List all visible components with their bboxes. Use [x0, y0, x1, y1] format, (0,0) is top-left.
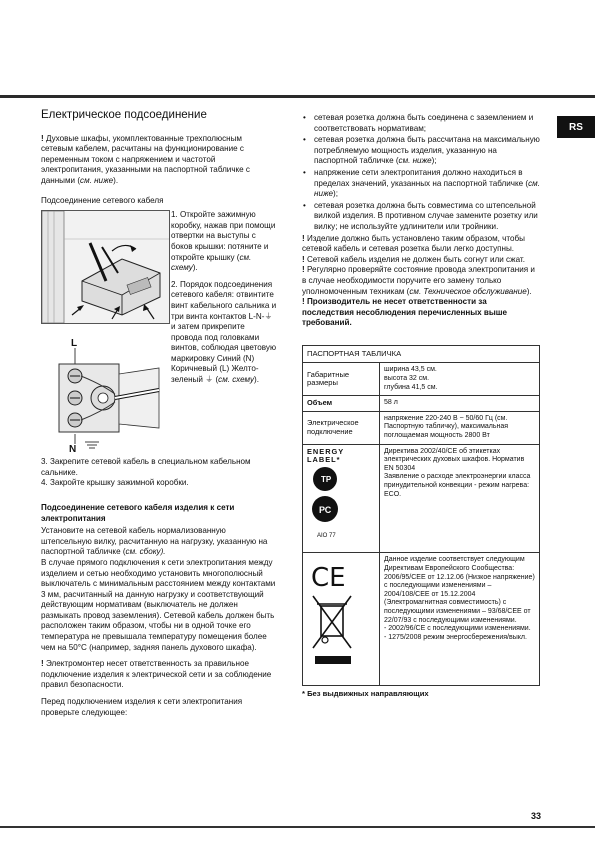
step-1: 1. Откройте зажимную коробку, нажав при помощи отвертки на выступы с боков крышки: потяните и откройте крышку (см. схему).: [171, 210, 276, 273]
step-4: 4. Закройте крышку зажимной коробки.: [41, 478, 189, 488]
section-title: Електрическое подсоединение: [41, 109, 207, 121]
step-3: 3. Закрепите сетевой кабель в специальном кабельном сальнике.: [41, 457, 251, 477]
label-L: L: [71, 338, 78, 350]
energy-cell: [303, 444, 380, 553]
language-tab: RS: [557, 116, 595, 138]
volume-value: 58 л: [380, 396, 540, 412]
cable-steps: [171, 210, 277, 386]
warning-access: ! Изделие должно быть установлено таким образом, чтобы сетевой кабель и сетевая розетка были легко доступны.: [302, 233, 525, 254]
plate-header: ПАСПОРТНАЯ ТАБЛИЧКА: [303, 345, 540, 363]
wiring-diagram: [41, 334, 168, 456]
list-item: • напряжение сети электропитания должно находиться в пределах значений, указанных на паспортной табличке (см. ниже);: [302, 168, 540, 200]
right-column: [302, 113, 540, 700]
step-2: 2. Порядок подсоединения сетевого кабеля: отвинтите винт кабельного сальника и три винта контактов L-N-⏚ и затем прикрепите провода под головками винтов, соблюдая цветовую маркировку Синий (N) Коричневый (L) Желто-зеленый ⏚ (см. схему).: [171, 279, 277, 385]
warning-liability: ! Производитель не несет ответственности за последствия несоблюдения перечисленных выше требований.: [302, 297, 508, 328]
warning-check: ! Регулярно проверяйте состояние провода электропитания и в случае необходимости поручите его замену только уполномоченным техникам (см. Техническое обслуживание).: [302, 265, 535, 296]
warning-mark: !: [41, 133, 46, 143]
network-heading: Подсоединение сетевого кабеля изделия к сети электропитания: [41, 502, 235, 523]
cable-figure-block: [41, 210, 276, 457]
cable-heading: Подсоединение сетевого кабеля: [41, 195, 164, 205]
before-connect-text: Перед подключением изделия к сети электропитания проверьте следующее:: [41, 697, 243, 717]
footnote: * Без выдвижных направляющих: [302, 689, 429, 699]
network-paragraph-2: В случае прямого подключения к сети электропитания между изделием и сетью необходимо установить многополюсный выключатель с минимальным расстоянием между контактами 3 мм, расчитанный на данную нагрузку и соответствующий действующим нормативам (выключатель не должен размыкать провод заземления). Сетевой кабель должен быть расположен таким образом, чтобы ни в одной точке его температура не превышала температуру помещения более чем на 50°C (например, задняя панель духового шкафа).: [41, 557, 276, 652]
elec-value: напряжение 220-240 В ~ 50/60 Гц (см. Паспортную табличку), максимальная поглощаемая мощность 2800 Вт: [380, 411, 540, 444]
terminal-box-illustration: [41, 210, 170, 324]
ce-mark-icon: CE: [311, 563, 346, 594]
energy-label: ENERGY LABEL*: [307, 446, 345, 465]
list-item: • сетевая розетка должна быть совместима со штепсельной вилкой изделия. В противном случае замените розетку или вилку; не используйте удлинители или тройники.: [302, 201, 540, 233]
warning-mark: !: [41, 659, 46, 669]
intro-paragraph: ! Духовые шкафы, укомплектованные трехполюсным сетевым кабелем, расчитаны на функционирование с переменным током с напряжением и частотой электропитания, указанными на паспортной табличке с данными (см. ниже).: [41, 133, 250, 185]
elec-label: Электрическое подключение: [303, 411, 380, 444]
energy-value: Директива 2002/40/CE об этикетках электрических духовых шкафов. Норматив EN 50304 Заявление о расходе электроэнергии класса принудительной конвекции - режим нагрева: ECO.: [380, 444, 540, 553]
svg-text:ТР: ТР: [321, 474, 332, 484]
certification-marks: [307, 465, 367, 547]
footer-rule: [0, 826, 595, 828]
svg-text:РС: РС: [319, 504, 332, 515]
dims-label: Габаритные размеры: [303, 363, 380, 396]
left-column: [41, 110, 276, 724]
electrician-note: ! Электромонтер несет ответственность за правильное подключение изделия к электрической сети и за соблюдение правил безопасности.: [41, 659, 272, 690]
network-paragraph-1: Установите на сетевой кабель нормализованную штепсельную вилку, расчитанную на нагрузку, указанную на паспортной табличке (см. сбоку).: [41, 526, 268, 557]
warning-bend: ! Сетевой кабель изделия не должен быть согнут или сжат.: [302, 254, 525, 264]
header-rule: [0, 95, 595, 98]
ce-weee-marks: [307, 556, 367, 676]
check-list: [302, 113, 540, 233]
cert-code: AIO 77: [317, 532, 336, 539]
rating-plate-table: [302, 345, 540, 687]
ce-weee-cell: [303, 553, 380, 686]
ce-value: Данное изделие соответствует следующим Директивам Европейского Сообщества: 2006/95/CEE от 12.12.06 (Низкое напряжение) с последующими изменениями – 2004/108/CEE от 15.12.2004 (Электромагнитная совместимость) с последующими изменениями – 93/68/CEE от 22/07/93 с последующими изменениями. - 2002/96/CE с последующими изменениями. - 1275/2008 режим энергосбережения/выкл.: [380, 553, 540, 686]
dims-value: ширина 43,5 см. высота 32 см. глубина 41,5 см.: [380, 363, 540, 396]
crossed-bin-icon: [313, 596, 351, 664]
label-N: N: [69, 444, 77, 456]
page-number: 33: [531, 811, 542, 821]
list-item: • сетевая розетка должна быть соединена с заземлением и соответствовать нормативам;: [302, 113, 540, 134]
list-item: • сетевая розетка должна быть рассчитана на максимальную потребляемую мощность изделия, указанную на паспортной табличке (см. ниже);: [302, 135, 540, 167]
volume-label: Объем: [303, 396, 380, 412]
